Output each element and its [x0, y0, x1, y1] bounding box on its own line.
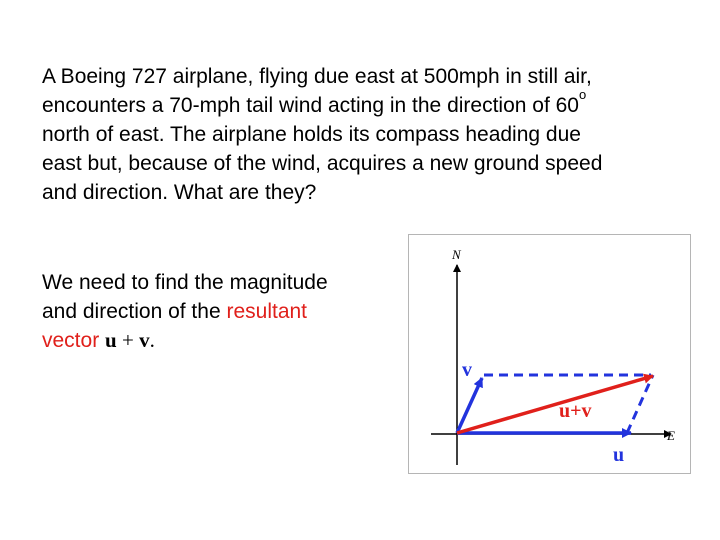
- answer-text: [42, 268, 372, 355]
- vector-diagram-svg: [409, 235, 692, 475]
- problem-statement: [42, 62, 692, 207]
- u-label: u: [613, 444, 625, 466]
- plus-sign: +: [116, 328, 140, 352]
- answer-line-2: [42, 297, 372, 326]
- vector-u-symbol: u: [105, 328, 117, 352]
- north-label: N: [452, 247, 461, 262]
- answer-line-2-text: and direction of the: [42, 300, 227, 323]
- answer-period: .: [149, 328, 155, 352]
- resultant-word: resultant: [226, 300, 308, 323]
- answer-line-1: We need to find the magnitude: [42, 271, 328, 294]
- vector-diagram: [408, 234, 691, 474]
- problem-line-5: and direction. What are they?: [42, 181, 317, 204]
- resultant-arrow: [457, 376, 653, 433]
- v-label: v: [462, 359, 472, 381]
- sum-label: u+v: [559, 400, 592, 422]
- vector-v-arrow: [457, 378, 482, 433]
- vector-word: vector: [42, 329, 106, 352]
- problem-line-3: north of east. The airplane holds its compass heading due: [42, 123, 581, 146]
- problem-line-2: [42, 87, 692, 120]
- answer-line-3: [42, 326, 372, 355]
- problem-line-1: A Boeing 727 airplane, flying due east at 500mph in still air,: [42, 65, 592, 88]
- degree-symbol: o: [579, 87, 587, 102]
- problem-line-2-text: encounters a 70-mph tail wind acting in the direction of 60: [42, 94, 579, 117]
- vector-v-symbol: v: [139, 328, 150, 352]
- east-label: E: [667, 428, 675, 443]
- problem-line-4: east but, because of the wind, acquires a new ground speed: [42, 152, 603, 175]
